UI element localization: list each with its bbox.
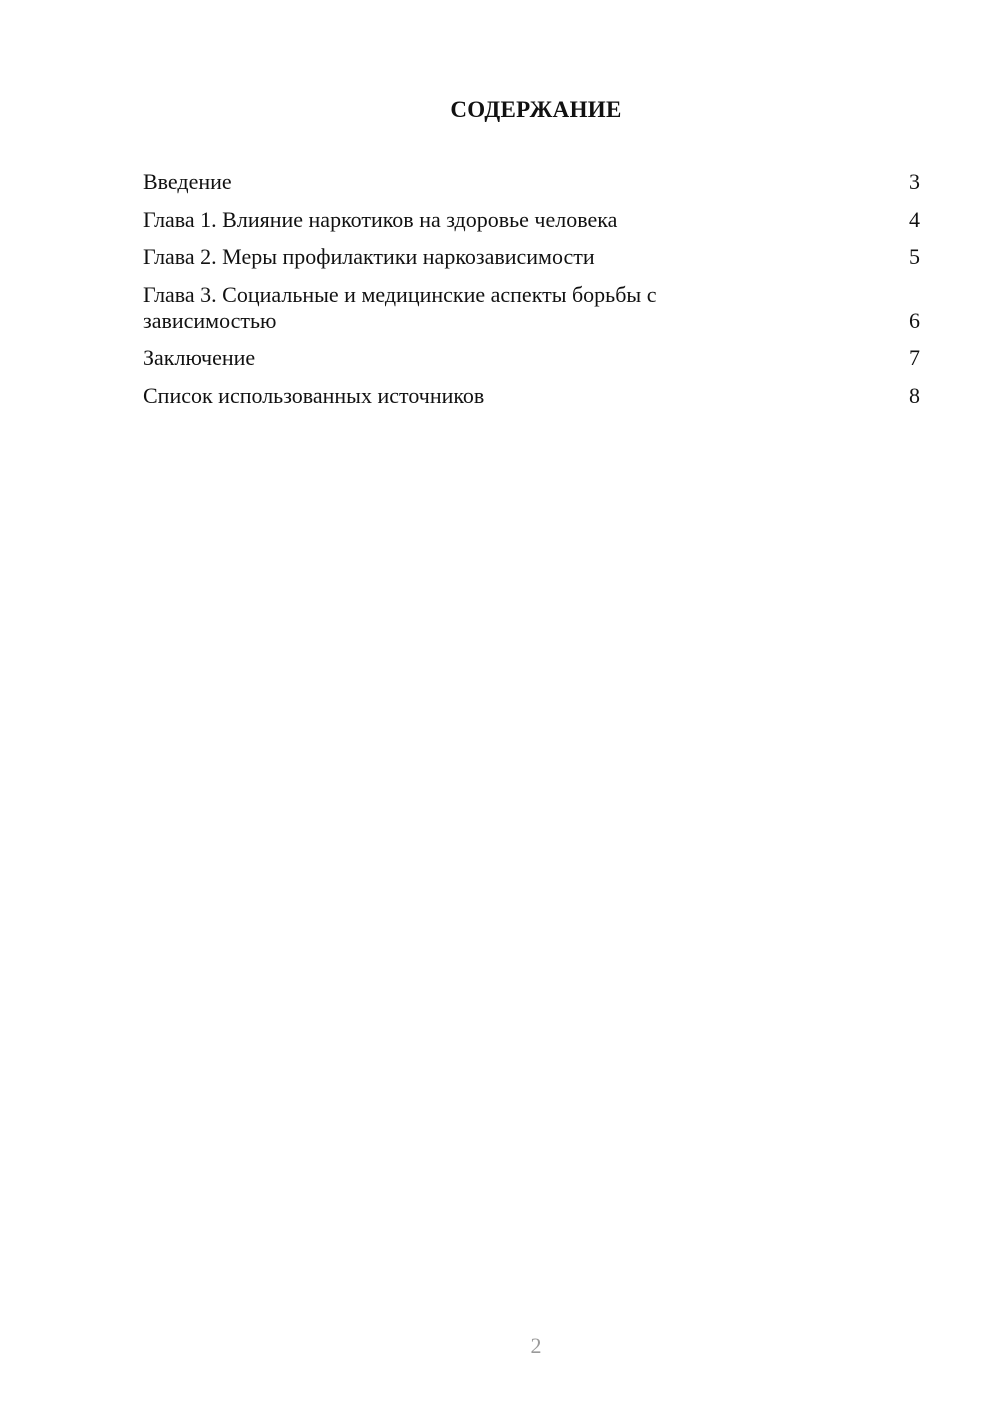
toc-entry-page-number: 4 <box>909 206 920 232</box>
toc-entry-text: Глава 2. Меры профилактики наркозависимости <box>143 244 595 269</box>
toc-entry-text: Список использованных источников <box>143 382 485 408</box>
toc-entry-page-number: 8 <box>909 382 920 408</box>
toc-entry-text: Введение <box>143 169 232 194</box>
toc-entry-chapter-3 <box>143 282 920 334</box>
toc-entry-page-number: 5 <box>909 244 920 269</box>
toc-entry-references <box>143 383 920 409</box>
toc-entry-page-number: 6 <box>909 307 920 333</box>
toc-entry-page-number: 7 <box>909 345 920 370</box>
toc-entry-page-number: 3 <box>909 169 920 194</box>
toc-entry-conclusion <box>143 345 920 371</box>
toc-entry-text: Заключение <box>143 345 256 370</box>
toc-entry-text: Глава 3. Социальные и медицинские аспекты борьбы с зависимостью <box>143 281 657 333</box>
toc-entry-chapter-1 <box>143 207 920 233</box>
table-of-contents <box>143 169 920 420</box>
page-footer-number: 2 <box>530 1333 542 1358</box>
toc-entry-chapter-2 <box>143 244 920 270</box>
toc-entry-text: Глава 1. Влияние наркотиков на здоровье человека <box>143 206 618 232</box>
toc-entry-introduction <box>143 169 920 195</box>
page-title: СОДЕРЖАНИЕ <box>450 97 622 122</box>
